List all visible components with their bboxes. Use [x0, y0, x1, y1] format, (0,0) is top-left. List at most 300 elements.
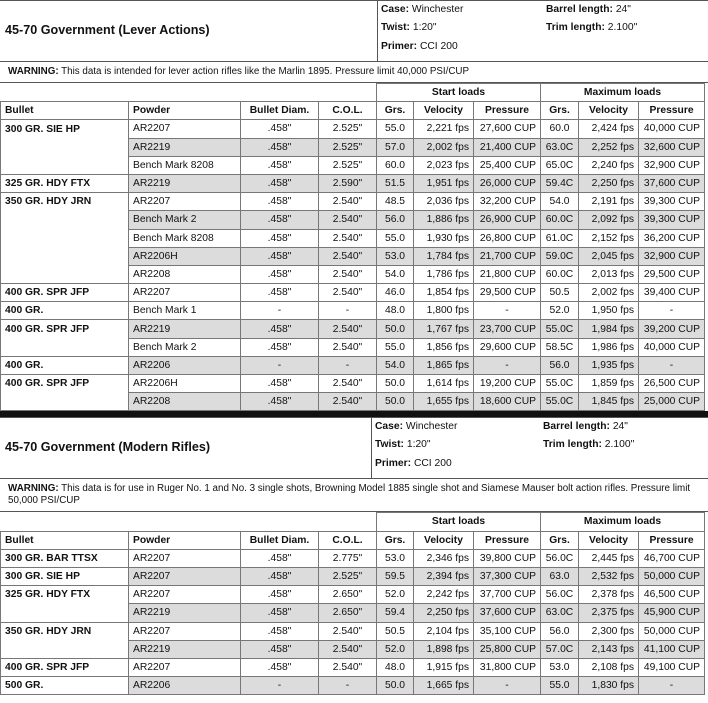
max-grains-cell: 55.0C [541, 320, 579, 338]
start-grains-cell: 48.5 [377, 193, 414, 211]
table-row [1, 265, 705, 283]
col-cell: 2.540" [319, 265, 377, 283]
start-velocity-cell: 2,346 fps [414, 549, 474, 567]
max-pressure-cell: 32,900 CUP [639, 156, 705, 174]
column-header: Bullet [1, 531, 129, 549]
powder-cell: AR2206H [129, 375, 241, 393]
powder-cell: AR2219 [129, 640, 241, 658]
max-grains-cell: 58.5C [541, 338, 579, 356]
powder-cell: AR2219 [129, 138, 241, 156]
diameter-cell: .458" [241, 658, 319, 676]
powder-cell: Bench Mark 8208 [129, 156, 241, 174]
header-divider [377, 1, 378, 61]
trim-value: 2.100" [604, 439, 635, 451]
max-velocity-cell: 2,045 fps [579, 247, 639, 265]
table-row [1, 229, 705, 247]
start-pressure-cell: 25,800 CUP [474, 640, 541, 658]
diameter-cell: .458" [241, 393, 319, 411]
table-row [1, 156, 705, 174]
start-grains-cell: 54.0 [377, 265, 414, 283]
powder-cell: AR2207 [129, 193, 241, 211]
bullet-cell: 400 GR. SPR JFP [1, 320, 129, 338]
diameter-cell: .458" [241, 320, 319, 338]
table-row [1, 193, 705, 211]
start-loads-header: Start loads [377, 513, 541, 531]
max-grains-cell: 60.0C [541, 265, 579, 283]
section-header [0, 0, 708, 62]
start-grains-cell: 59.5 [377, 567, 414, 585]
max-grains-cell: 60.0C [541, 211, 579, 229]
twist-label: Twist: [375, 439, 404, 451]
start-pressure-cell: 21,700 CUP [474, 247, 541, 265]
start-grains-cell: 50.5 [377, 622, 414, 640]
powder-cell: AR2219 [129, 604, 241, 622]
max-velocity-cell: 1,830 fps [579, 677, 639, 695]
col-cell: 2.525" [319, 156, 377, 174]
start-velocity-cell: 1,614 fps [414, 375, 474, 393]
max-grains-cell: 56.0C [541, 549, 579, 567]
primer-value: CCI 200 [413, 458, 452, 470]
table-row [1, 320, 705, 338]
start-pressure-cell: 29,500 CUP [474, 284, 541, 302]
max-grains-cell: 50.5 [541, 284, 579, 302]
column-header: Velocity [414, 102, 474, 120]
powder-cell: AR2206 [129, 356, 241, 374]
col-cell: 2.540" [319, 338, 377, 356]
diameter-cell: .458" [241, 174, 319, 192]
bullet-cell [1, 156, 129, 174]
col-cell: 2.525" [319, 138, 377, 156]
bullet-cell [1, 604, 129, 622]
section-title: 45-70 Government (Lever Actions) [5, 23, 210, 37]
column-header: Velocity [579, 102, 639, 120]
max-velocity-cell: 2,191 fps [579, 193, 639, 211]
warning-text: This data is intended for lever action rifles like the Marlin 1895. Pressure limit 40,000 PSI/CUP [61, 66, 470, 77]
start-grains-cell: 55.0 [377, 338, 414, 356]
max-velocity-cell: 2,252 fps [579, 138, 639, 156]
start-grains-cell: 50.0 [377, 320, 414, 338]
trim-label: Trim length: [543, 439, 602, 451]
max-pressure-cell: 39,200 CUP [639, 320, 705, 338]
table-row [1, 211, 705, 229]
diameter-cell: - [241, 677, 319, 695]
column-header: Grs. [377, 531, 414, 549]
col-cell: 2.540" [319, 393, 377, 411]
diameter-cell: .458" [241, 156, 319, 174]
max-pressure-cell: 36,200 CUP [639, 229, 705, 247]
trim-label: Trim length: [546, 22, 605, 33]
col-cell: 2.540" [319, 211, 377, 229]
start-pressure-cell: 37,600 CUP [474, 604, 541, 622]
column-header: Grs. [541, 102, 579, 120]
table-row [1, 247, 705, 265]
max-velocity-cell: 2,375 fps [579, 604, 639, 622]
warning-label: WARNING: [8, 66, 59, 77]
start-pressure-cell: 26,800 CUP [474, 229, 541, 247]
max-grains-cell: 54.0 [541, 193, 579, 211]
max-grains-cell: 56.0C [541, 586, 579, 604]
max-pressure-cell: 29,500 CUP [639, 265, 705, 283]
start-grains-cell: 48.0 [377, 302, 414, 320]
max-grains-cell: 63.0 [541, 567, 579, 585]
column-header: Grs. [377, 102, 414, 120]
start-velocity-cell: 1,951 fps [414, 174, 474, 192]
col-cell: 2.590" [319, 174, 377, 192]
start-velocity-cell: 1,886 fps [414, 211, 474, 229]
column-header-row [1, 102, 705, 120]
primer-field [381, 41, 458, 52]
table-row [1, 375, 705, 393]
col-cell: - [319, 677, 377, 695]
max-grains-cell: 61.0C [541, 229, 579, 247]
column-header: Pressure [639, 102, 705, 120]
max-grains-cell: 63.0C [541, 138, 579, 156]
max-grains-cell: 60.0 [541, 120, 579, 138]
diameter-cell: .458" [241, 622, 319, 640]
start-velocity-cell: 2,002 fps [414, 138, 474, 156]
start-pressure-cell: 32,200 CUP [474, 193, 541, 211]
start-velocity-cell: 2,023 fps [414, 156, 474, 174]
warning-note [0, 479, 708, 512]
start-velocity-cell: 1,784 fps [414, 247, 474, 265]
max-pressure-cell: - [639, 677, 705, 695]
barrel-value: 24" [615, 4, 631, 15]
col-cell: 2.650" [319, 604, 377, 622]
bullet-cell: 300 GR. BAR TTSX [1, 549, 129, 567]
column-header: Velocity [414, 531, 474, 549]
primer-label: Primer: [381, 41, 418, 52]
start-velocity-cell: 1,854 fps [414, 284, 474, 302]
start-grains-cell: 55.0 [377, 229, 414, 247]
col-cell: 2.540" [319, 658, 377, 676]
start-grains-cell: 50.0 [377, 677, 414, 695]
start-velocity-cell: 1,865 fps [414, 356, 474, 374]
max-velocity-cell: 2,092 fps [579, 211, 639, 229]
max-pressure-cell: 45,900 CUP [639, 604, 705, 622]
bullet-cell [1, 138, 129, 156]
diameter-cell: .458" [241, 604, 319, 622]
start-pressure-cell: 19,200 CUP [474, 375, 541, 393]
col-cell: 2.540" [319, 320, 377, 338]
col-cell: 2.540" [319, 193, 377, 211]
col-cell: 2.540" [319, 640, 377, 658]
warning-note [0, 62, 708, 83]
trim-field [546, 22, 637, 33]
start-pressure-cell: - [474, 302, 541, 320]
diameter-cell: .458" [241, 247, 319, 265]
start-grains-cell: 50.0 [377, 375, 414, 393]
diameter-cell: .458" [241, 229, 319, 247]
bullet-cell: 400 GR. SPR JFP [1, 284, 129, 302]
table-row [1, 567, 705, 585]
twist-field [381, 22, 437, 33]
column-header: C.O.L. [319, 531, 377, 549]
max-velocity-cell: 2,240 fps [579, 156, 639, 174]
table-row [1, 604, 705, 622]
max-velocity-cell: 1,845 fps [579, 393, 639, 411]
start-pressure-cell: 23,700 CUP [474, 320, 541, 338]
col-cell: 2.540" [319, 622, 377, 640]
trim-field [543, 439, 634, 450]
max-grains-cell: 56.0 [541, 622, 579, 640]
table-row [1, 174, 705, 192]
start-pressure-cell: 21,800 CUP [474, 265, 541, 283]
powder-cell: AR2208 [129, 265, 241, 283]
case-label: Case: [375, 421, 404, 433]
max-pressure-cell: 39,300 CUP [639, 193, 705, 211]
column-header: C.O.L. [319, 102, 377, 120]
max-grains-cell: 59.4C [541, 174, 579, 192]
diameter-cell: - [241, 356, 319, 374]
diameter-cell: .458" [241, 265, 319, 283]
barrel-label: Barrel length: [546, 4, 613, 15]
max-pressure-cell: 39,300 CUP [639, 211, 705, 229]
max-velocity-cell: 2,378 fps [579, 586, 639, 604]
start-pressure-cell: 37,300 CUP [474, 567, 541, 585]
start-pressure-cell: 31,800 CUP [474, 658, 541, 676]
load-table [0, 512, 705, 695]
start-velocity-cell: 1,856 fps [414, 338, 474, 356]
start-pressure-cell: 39,800 CUP [474, 549, 541, 567]
col-cell: 2.540" [319, 375, 377, 393]
max-grains-cell: 56.0 [541, 356, 579, 374]
max-pressure-cell: 46,700 CUP [639, 549, 705, 567]
primer-value: CCI 200 [419, 41, 458, 52]
start-pressure-cell: 26,900 CUP [474, 211, 541, 229]
powder-cell: AR2207 [129, 120, 241, 138]
max-velocity-cell: 2,445 fps [579, 549, 639, 567]
start-grains-cell: 50.0 [377, 393, 414, 411]
group-header-row [1, 84, 705, 102]
bullet-cell: 400 GR. SPR JFP [1, 375, 129, 393]
max-velocity-cell: 2,143 fps [579, 640, 639, 658]
column-header: Bullet [1, 102, 129, 120]
max-pressure-cell: 50,000 CUP [639, 567, 705, 585]
bullet-cell: 400 GR. [1, 302, 129, 320]
max-pressure-cell: 40,000 CUP [639, 338, 705, 356]
bullet-cell: 350 GR. HDY JRN [1, 193, 129, 211]
start-velocity-cell: 2,221 fps [414, 120, 474, 138]
diameter-cell: - [241, 302, 319, 320]
max-pressure-cell: 41,100 CUP [639, 640, 705, 658]
column-header: Powder [129, 102, 241, 120]
diameter-cell: .458" [241, 120, 319, 138]
col-cell: - [319, 356, 377, 374]
bullet-cell [1, 247, 129, 265]
max-velocity-cell: 2,532 fps [579, 567, 639, 585]
start-grains-cell: 51.5 [377, 174, 414, 192]
start-velocity-cell: 2,242 fps [414, 586, 474, 604]
max-grains-cell: 57.0C [541, 640, 579, 658]
start-pressure-cell: 26,000 CUP [474, 174, 541, 192]
max-grains-cell: 52.0 [541, 302, 579, 320]
max-pressure-cell: - [639, 302, 705, 320]
max-pressure-cell: - [639, 356, 705, 374]
start-loads-header: Start loads [377, 84, 541, 102]
header-divider [371, 418, 372, 478]
start-velocity-cell: 1,665 fps [414, 677, 474, 695]
warning-text: This data is for use in Ruger No. 1 and No. 3 single shots, Browning Model 1885 single shot and Siamese Mauser bolt action rifles. Pressure limit 50,000 PSI/CUP [8, 483, 691, 507]
start-velocity-cell: 1,767 fps [414, 320, 474, 338]
start-velocity-cell: 1,915 fps [414, 658, 474, 676]
primer-label: Primer: [375, 458, 412, 470]
bullet-cell: 300 GR. SIE HP [1, 567, 129, 585]
start-velocity-cell: 2,036 fps [414, 193, 474, 211]
diameter-cell: .458" [241, 375, 319, 393]
bullet-cell: 325 GR. HDY FTX [1, 174, 129, 192]
load-table [0, 83, 705, 411]
max-pressure-cell: 46,500 CUP [639, 586, 705, 604]
section-header [0, 417, 708, 479]
case-field [375, 421, 457, 432]
diameter-cell: .458" [241, 586, 319, 604]
barrel-field [543, 421, 628, 432]
table-row [1, 284, 705, 302]
powder-cell: AR2207 [129, 567, 241, 585]
start-grains-cell: 57.0 [377, 138, 414, 156]
start-pressure-cell: 37,700 CUP [474, 586, 541, 604]
bullet-cell [1, 265, 129, 283]
max-velocity-cell: 2,424 fps [579, 120, 639, 138]
bullet-cell: 325 GR. HDY FTX [1, 586, 129, 604]
load-data-section [0, 417, 708, 695]
diameter-cell: .458" [241, 138, 319, 156]
max-grains-cell: 59.0C [541, 247, 579, 265]
table-row [1, 549, 705, 567]
column-header: Bullet Diam. [241, 531, 319, 549]
max-velocity-cell: 1,986 fps [579, 338, 639, 356]
case-value: Winchester [411, 4, 464, 15]
start-velocity-cell: 1,898 fps [414, 640, 474, 658]
twist-field [375, 439, 431, 450]
powder-cell: AR2219 [129, 320, 241, 338]
table-row [1, 658, 705, 676]
start-velocity-cell: 1,655 fps [414, 393, 474, 411]
table-row [1, 622, 705, 640]
start-grains-cell: 59.4 [377, 604, 414, 622]
trim-value: 2.100" [607, 22, 638, 33]
powder-cell: Bench Mark 2 [129, 338, 241, 356]
powder-cell: AR2219 [129, 174, 241, 192]
column-header: Grs. [541, 531, 579, 549]
table-row [1, 338, 705, 356]
max-velocity-cell: 2,300 fps [579, 622, 639, 640]
max-pressure-cell: 25,000 CUP [639, 393, 705, 411]
bullet-cell [1, 640, 129, 658]
diameter-cell: .458" [241, 284, 319, 302]
case-field [381, 4, 463, 15]
col-cell: 2.775" [319, 549, 377, 567]
maximum-loads-header: Maximum loads [541, 84, 705, 102]
twist-value: 1:20" [406, 439, 431, 451]
column-header: Pressure [474, 102, 541, 120]
start-grains-cell: 52.0 [377, 640, 414, 658]
start-grains-cell: 53.0 [377, 549, 414, 567]
powder-cell: AR2206 [129, 677, 241, 695]
start-grains-cell: 48.0 [377, 658, 414, 676]
start-grains-cell: 56.0 [377, 211, 414, 229]
group-header-row [1, 513, 705, 531]
bullet-cell [1, 393, 129, 411]
table-row [1, 393, 705, 411]
max-pressure-cell: 49,100 CUP [639, 658, 705, 676]
start-grains-cell: 54.0 [377, 356, 414, 374]
start-pressure-cell: - [474, 677, 541, 695]
table-row [1, 138, 705, 156]
bullet-cell [1, 338, 129, 356]
powder-cell: AR2208 [129, 393, 241, 411]
max-grains-cell: 55.0 [541, 677, 579, 695]
powder-cell: AR2206H [129, 247, 241, 265]
diameter-cell: .458" [241, 549, 319, 567]
diameter-cell: .458" [241, 640, 319, 658]
table-row [1, 677, 705, 695]
bullet-cell [1, 229, 129, 247]
start-grains-cell: 46.0 [377, 284, 414, 302]
start-velocity-cell: 2,104 fps [414, 622, 474, 640]
start-grains-cell: 52.0 [377, 586, 414, 604]
group-spacer [1, 513, 377, 531]
column-header: Powder [129, 531, 241, 549]
diameter-cell: .458" [241, 211, 319, 229]
barrel-value: 24" [612, 421, 628, 433]
start-velocity-cell: 1,930 fps [414, 229, 474, 247]
powder-cell: AR2207 [129, 549, 241, 567]
max-velocity-cell: 2,250 fps [579, 174, 639, 192]
section-title: 45-70 Government (Modern Rifles) [5, 440, 211, 455]
start-grains-cell: 53.0 [377, 247, 414, 265]
maximum-loads-header: Maximum loads [541, 513, 705, 531]
max-pressure-cell: 26,500 CUP [639, 375, 705, 393]
barrel-label: Barrel length: [543, 421, 610, 433]
table-row [1, 302, 705, 320]
start-pressure-cell: 21,400 CUP [474, 138, 541, 156]
col-cell: - [319, 302, 377, 320]
start-velocity-cell: 2,250 fps [414, 604, 474, 622]
powder-cell: AR2207 [129, 284, 241, 302]
max-velocity-cell: 2,152 fps [579, 229, 639, 247]
start-pressure-cell: 35,100 CUP [474, 622, 541, 640]
start-pressure-cell: 18,600 CUP [474, 393, 541, 411]
powder-cell: AR2207 [129, 586, 241, 604]
twist-value: 1:20" [412, 22, 437, 33]
max-grains-cell: 53.0 [541, 658, 579, 676]
max-velocity-cell: 1,950 fps [579, 302, 639, 320]
max-pressure-cell: 32,600 CUP [639, 138, 705, 156]
powder-cell: Bench Mark 8208 [129, 229, 241, 247]
max-pressure-cell: 39,400 CUP [639, 284, 705, 302]
primer-field [375, 458, 452, 469]
column-header: Bullet Diam. [241, 102, 319, 120]
max-grains-cell: 55.0C [541, 393, 579, 411]
diameter-cell: .458" [241, 338, 319, 356]
max-grains-cell: 55.0C [541, 375, 579, 393]
bullet-cell: 400 GR. SPR JFP [1, 658, 129, 676]
group-spacer [1, 84, 377, 102]
twist-label: Twist: [381, 22, 410, 33]
max-velocity-cell: 1,935 fps [579, 356, 639, 374]
max-grains-cell: 65.0C [541, 156, 579, 174]
start-velocity-cell: 1,786 fps [414, 265, 474, 283]
max-grains-cell: 63.0C [541, 604, 579, 622]
col-cell: 2.540" [319, 247, 377, 265]
max-velocity-cell: 1,859 fps [579, 375, 639, 393]
max-pressure-cell: 40,000 CUP [639, 120, 705, 138]
powder-cell: AR2207 [129, 658, 241, 676]
start-pressure-cell: 29,600 CUP [474, 338, 541, 356]
diameter-cell: .458" [241, 193, 319, 211]
barrel-field [546, 4, 631, 15]
